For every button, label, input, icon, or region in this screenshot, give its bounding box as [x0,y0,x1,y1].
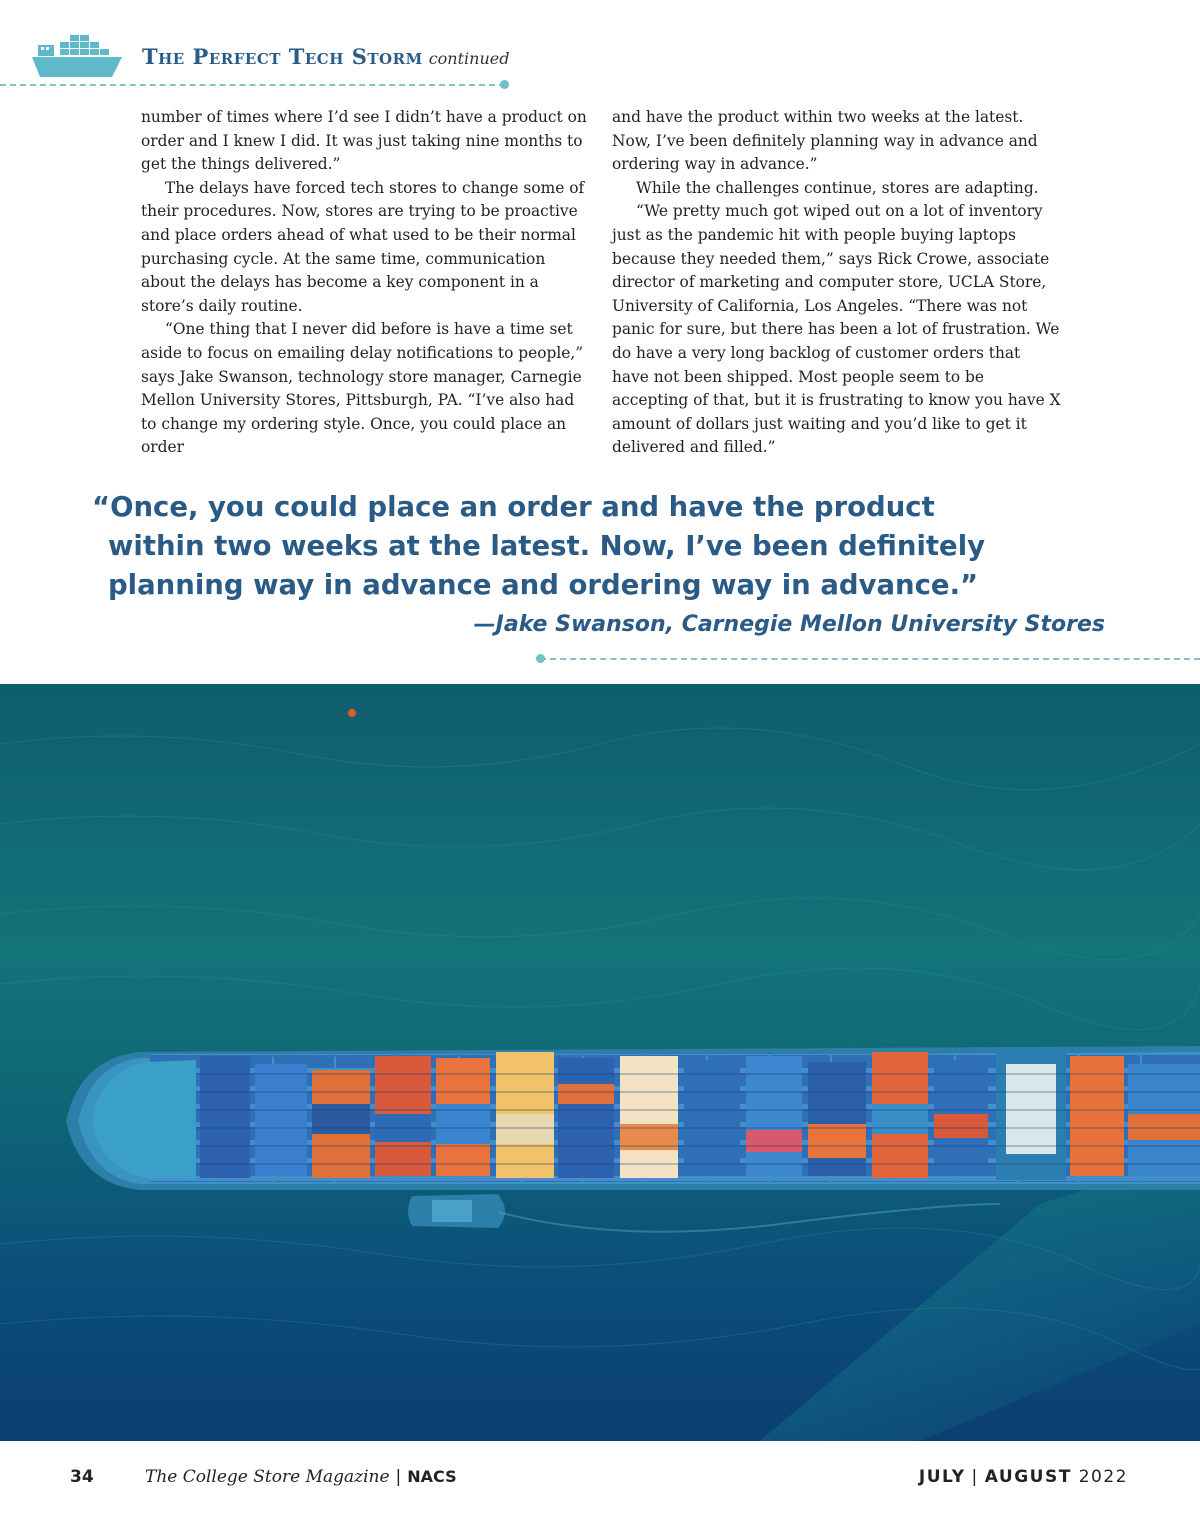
article-paragraph: While the challenges continue, stores are adapting. [636,178,1039,197]
publication-name: The College Store Magazine [145,1467,390,1487]
article-column-right [612,106,1062,460]
pull-quote [92,488,1122,605]
quote-rule-dot [536,654,545,663]
issue-month-1: JULY [918,1467,966,1487]
header-dashed-rule [0,84,505,86]
continued-label: continued [428,49,510,68]
issue-date [919,1467,1128,1487]
article-paragraph: “One thing that I never did before is have a time set aside to focus on emailing delay notifications to people,” says Jake Swanson, technology store manager, Carnegie Mellon University Stores, Pittsburgh, PA. “I’ve also had to change my ordering style. Once, you could place an order [141,320,584,457]
running-head-title [142,44,509,69]
pull-quote-text: “Once, you could place an order and have the product within two weeks at the latest. Now, I’ve been definitely planning way in advance and ordering way in advance.” [92,491,986,601]
section-title: The Perfect Tech Storm [142,44,423,69]
article-paragraph: “We pretty much got wiped out on a lot of inventory just as the pandemic hit with people buying laptops because they needed them,” says Rick Crowe, associate director of marketing and computer store, UCLA Store, University of California, Los Angeles. “There was not panic for sure, but there has been a lot of frustration. We do have a very long backlog of customer orders that have not been shipped. Most people seem to be accepting of that, but it is frustrating to know you have X amount of dollars just waiting and you’d like to get it delivered and filled.” [612,202,1061,457]
header-rule-dot [500,80,509,89]
issue-month-2: AUGUST [984,1467,1072,1487]
date-separator: | [971,1467,979,1487]
page-number: 34 [70,1467,94,1487]
article-column-left [141,106,591,460]
pull-quote-attribution: —Jake Swanson, Carnegie Mellon University Stores [473,612,1105,637]
cargo-ship-icon [32,33,124,81]
folio-separator: | [395,1467,402,1487]
container-ship-photo [0,684,1200,1441]
article-paragraph: The delays have forced tech stores to change some of their procedures. Now, stores are trying to be proactive and place orders ahead of what used to be their normal purchasing cycle. At the same time, communication about the delays has become a key component in a store’s daily routine. [141,178,585,315]
publication-line [145,1467,457,1487]
running-head [0,0,1200,100]
organization-name: NACS [407,1467,457,1486]
article-paragraph: and have the product within two weeks at the latest. Now, I’ve been definitely planning way in advance and ordering way in advance.” [612,108,1038,174]
quote-dashed-rule [540,658,1200,660]
issue-year: 2022 [1078,1467,1128,1487]
article-paragraph: number of times where I’d see I didn’t have a product on order and I knew I did. It was just taking nine months to get the things delivered.” [141,108,587,174]
